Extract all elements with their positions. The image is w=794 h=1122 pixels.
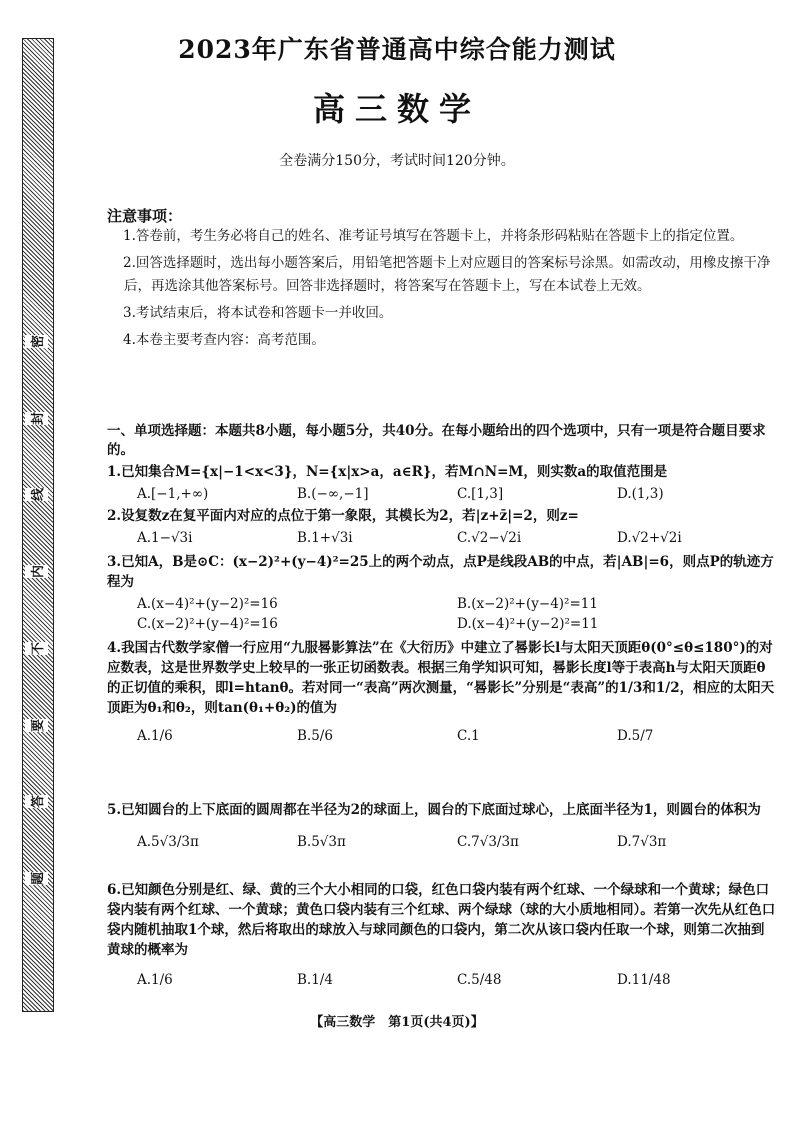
- notice-item: 2.回答选择题时，选出每小题答案后，用铅笔把答题卡上对应题目的答案标号涂黑。如需改动，用橡皮擦干净后，再选涂其他答案标号。回答非选择题时，将答案写在答题卡上，写在本试卷上无效。: [123, 255, 771, 294]
- options-row: [107, 528, 777, 548]
- option: B.(x−2)²+(y−4)²=11: [457, 596, 598, 612]
- question-6: [107, 880, 777, 990]
- option: A.1/6: [137, 972, 173, 988]
- option: A.[−1,+∞): [137, 486, 209, 502]
- binding-char: 要: [25, 719, 48, 732]
- subject-title: 高三数学: [312, 90, 481, 128]
- exam-title: 2023年广东省普通高中综合能力测试: [178, 35, 616, 64]
- question-4: [107, 638, 777, 746]
- question-stem: 6.已知颜色分别是红、绿、黄的三个大小相同的口袋，红色口袋内装有两个红球、一个绿球和一个黄球；绿色口袋内装有两个红球、一个黄球；黄色口袋内装有三个红球、两个绿球（球的大小质地相同）。若第一次先从红色口袋内随机抽取1个球，然后将取出的球放入与球同颜色的口袋内，第二次从该口袋内任取一个球，则第二次抽到黄球的概率为: [107, 882, 776, 958]
- question-1: [107, 462, 777, 504]
- question-stem: 2.设复数z在复平面内对应的点位于第一象限，其模长为2，若|z+z̄|=2，则z=: [107, 508, 579, 524]
- binding-char: 封: [25, 412, 48, 425]
- option: D.11/48: [617, 972, 671, 988]
- options-row: [107, 594, 777, 634]
- option: A.1/6: [137, 728, 173, 744]
- notice-list: [124, 225, 774, 356]
- options-row: [107, 832, 777, 852]
- question-5: [107, 800, 777, 852]
- options-row: [107, 484, 777, 504]
- option: C.[1,3]: [457, 486, 504, 502]
- option: D.7√3π: [617, 834, 667, 850]
- option: D.(1,3): [617, 486, 664, 502]
- option: B.1/4: [297, 972, 333, 988]
- notice-item: 3.考试结束后，将本试卷和答题卡一并收回。: [123, 305, 393, 321]
- binding-char: 内: [25, 565, 48, 578]
- question-2: [107, 506, 777, 548]
- question-stem: 5.已知圆台的上下底面的圆周都在半径为2的球面上，圆台的下底面过球心，上底面半径为1，则圆台的体积为: [107, 802, 761, 818]
- options-row: [107, 726, 777, 746]
- notice-item: 4.本卷主要考查内容：高考范围。: [123, 332, 325, 348]
- page-footer: 【高三数学 第1页(共4页)】: [310, 1015, 484, 1030]
- option: B.5/6: [297, 728, 333, 744]
- option: A.5√3/3π: [137, 834, 199, 850]
- binding-char: 题: [25, 872, 48, 885]
- binding-char: 答: [25, 795, 48, 808]
- option: B.5√3π: [297, 834, 346, 850]
- option: D.5/7: [617, 728, 654, 744]
- binding-char: 线: [25, 488, 48, 501]
- question-stem: 1.已知集合M={x|−1<x<3}，N={x|x>a，a∈R}，若M∩N=M，则实数a的取值范围是: [107, 464, 668, 480]
- section-heading: 一、单项选择题：本题共8小题，每小题5分，共40分。在每小题给出的四个选项中，只有一项是符合题目要求的。: [107, 423, 766, 458]
- option: D.(x−4)²+(y−2)²=11: [457, 616, 599, 632]
- option: C.(x−2)²+(y−4)²=16: [137, 616, 278, 632]
- option: A.(x−4)²+(y−2)²=16: [137, 596, 278, 612]
- option: C.√2−√2i: [457, 530, 522, 546]
- question-stem: 3.已知A，B是⊙C：(x−2)²+(y−4)²=25上的两个动点，点P是线段AB的中点，若|AB|=6，则点P的轨迹方程为: [107, 554, 774, 590]
- options-row: [107, 970, 777, 990]
- notice-item: 1.答卷前，考生务必将自己的姓名、准考证号填写在答题卡上，并将条形码粘贴在答题卡上的指定位置。: [123, 228, 744, 244]
- question-3: [107, 552, 777, 634]
- option: A.1−√3i: [137, 530, 193, 546]
- option: C.5/48: [457, 972, 502, 988]
- binding-char: 不: [25, 642, 48, 655]
- binding-warning: [22, 330, 52, 890]
- notice-heading: 注意事项：: [107, 207, 183, 225]
- option: B.1+√3i: [297, 530, 353, 546]
- option: D.√2+√2i: [617, 530, 682, 546]
- option: C.1: [457, 728, 480, 744]
- option: C.7√3/3π: [457, 834, 519, 850]
- binding-char: 密: [25, 335, 48, 348]
- question-stem: 4.我国古代数学家僧一行应用“九服晷影算法”在《大衍历》中建立了晷影长l与太阳天顶距θ(0°≤θ≤180°)的对应数表，这是世界数学史上较早的一张正切函数表。根据三角学知识可知，晷影长度l等于表高h与太阳天顶距θ的正切值的乘积，即l=htanθ。若对同一“表高”两次测量，“晷影长”分别是“表高”的1/3和1/2，相应的太阳天顶距为θ₁和θ₂，则tan(θ₁+θ₂)的值为: [107, 640, 775, 716]
- exam-info: 全卷满分150分，考试时间120分钟。: [279, 153, 515, 169]
- option: B.(−∞,−1]: [297, 486, 369, 502]
